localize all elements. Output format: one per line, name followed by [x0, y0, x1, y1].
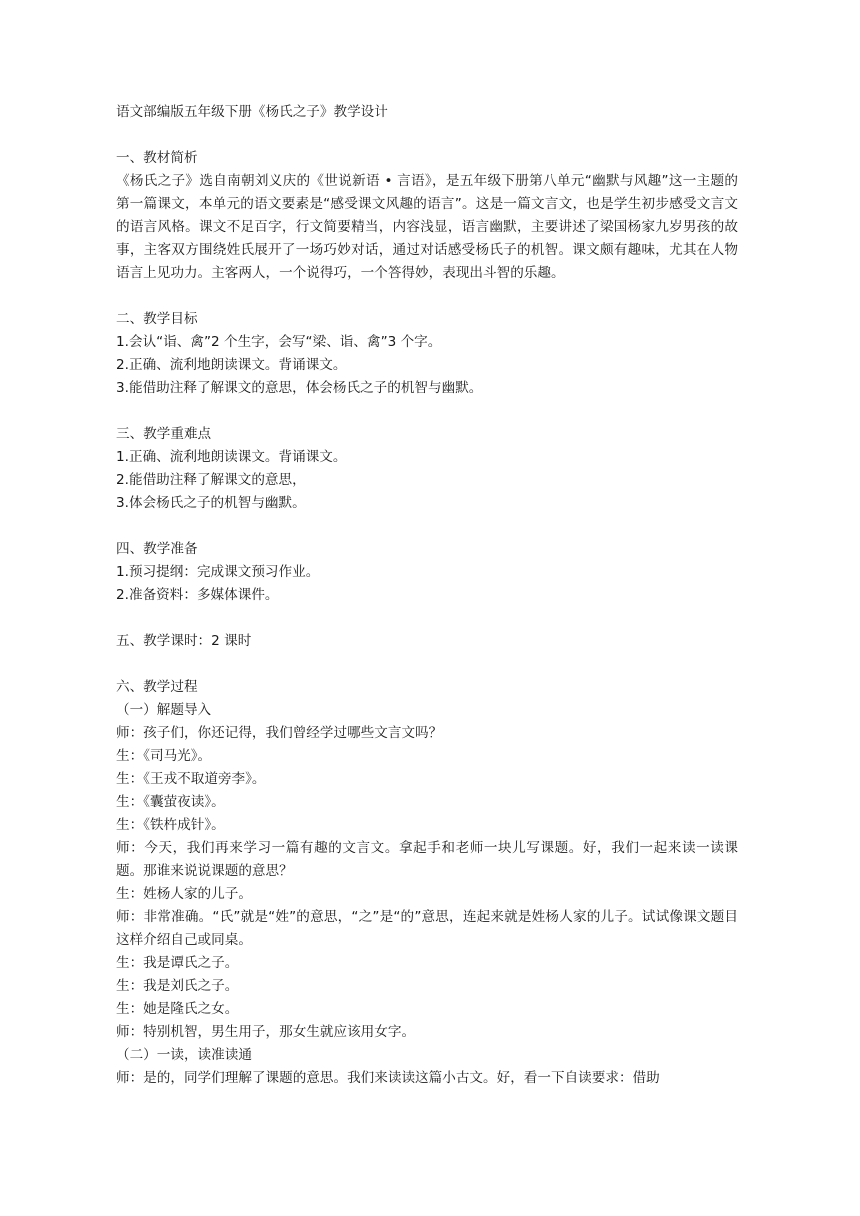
document-title: 语文部编版五年级下册《杨氏之子》教学设计 — [116, 104, 388, 120]
dialogue-line: 生：她是隆氏之女。 — [116, 1001, 239, 1017]
list-item: 3.能借助注释了解课文的意思，体会杨氏之子的机智与幽默。 — [116, 380, 483, 396]
subheading-2: （二）一读，读准读通 — [116, 1047, 252, 1063]
list-item: 2.正确、流利地朗读课文。背诵课文。 — [116, 357, 347, 373]
list-item: 1.正确、流利地朗读课文。背诵课文。 — [116, 449, 347, 465]
section-heading-5: 五、教学课时：2 课时 — [116, 633, 252, 649]
dialogue-line: 生：《王戎不取道旁李》。 — [116, 771, 266, 787]
dialogue-paragraph: 师：今天，我们再来学习一篇有趣的文言文。拿起手和老师一块儿写课题。好，我们一起来读一读课题。那谁来说说课题的意思？ — [116, 840, 738, 879]
section-heading-6: 六、教学过程 — [116, 679, 198, 695]
section-heading-2: 二、教学目标 — [116, 311, 198, 327]
dialogue-line: 生：姓杨人家的儿子。 — [116, 886, 252, 902]
dialogue-line: 生：我是刘氏之子。 — [116, 978, 239, 994]
list-item: 1.预习提纲：完成课文预习作业。 — [116, 564, 320, 580]
subheading-1: （一）解题导入 — [116, 702, 212, 718]
dialogue-line: 师：孩子们，你还记得，我们曾经学过哪些文言文吗？ — [116, 725, 443, 741]
dialogue-line: 生：我是谭氏之子。 — [116, 955, 239, 971]
document-page — [116, 101, 738, 1090]
section-heading-4: 四、教学准备 — [116, 541, 198, 557]
section-heading-3: 三、教学重难点 — [116, 426, 212, 442]
list-item: 3.体会杨氏之子的机智与幽默。 — [116, 495, 306, 511]
dialogue-paragraph: 师：非常准确。“氏”就是“姓”的意思，“之”是“的”意思，连起来就是姓杨人家的儿子。试试像课文题目这样介绍自己或同桌。 — [116, 909, 738, 948]
list-item: 1.会认“诣、禽”2 个生字，会写“梁、诣、禽”3 个字。 — [116, 334, 442, 350]
section-1-paragraph: 《杨氏之子》选自南朝刘义庆的《世说新语 • 言语》，是五年级下册第八单元“幽默与风趣”这一主题的第一篇课文，本单元的语文要素是“感受课文风趣的语言”。这是一篇文言文，也是学生初步感受文言文的语言风格。课文不足百字，行文简要精当，内容浅显，语言幽默，主要讲述了梁国杨家九岁男孩的故事，主客双方围绕姓氏展开了一场巧妙对话，通过对话感受杨氏子的机智。课文颇有趣味，尤其在人物语言上见功力。主客两人，一个说得巧，一个答得妙，表现出斗智的乐趣。 — [116, 173, 738, 281]
dialogue-line: 生：《囊萤夜读》。 — [116, 794, 225, 810]
list-item: 2.准备资料：多媒体课件。 — [116, 587, 279, 603]
section-heading-1: 一、教材简析 — [116, 150, 198, 166]
dialogue-line: 生：《司马光》。 — [116, 748, 212, 764]
dialogue-line: 师：特别机智，男生用子，那女生就应该用女字。 — [116, 1024, 416, 1040]
list-item: 2.能借助注释了解课文的意思， — [116, 472, 306, 488]
dialogue-line: 师：是的，同学们理解了课题的意思。我们来读读这篇小古文。好，看一下自读要求：借助 — [116, 1070, 660, 1086]
dialogue-line: 生：《铁杵成针》。 — [116, 817, 225, 833]
